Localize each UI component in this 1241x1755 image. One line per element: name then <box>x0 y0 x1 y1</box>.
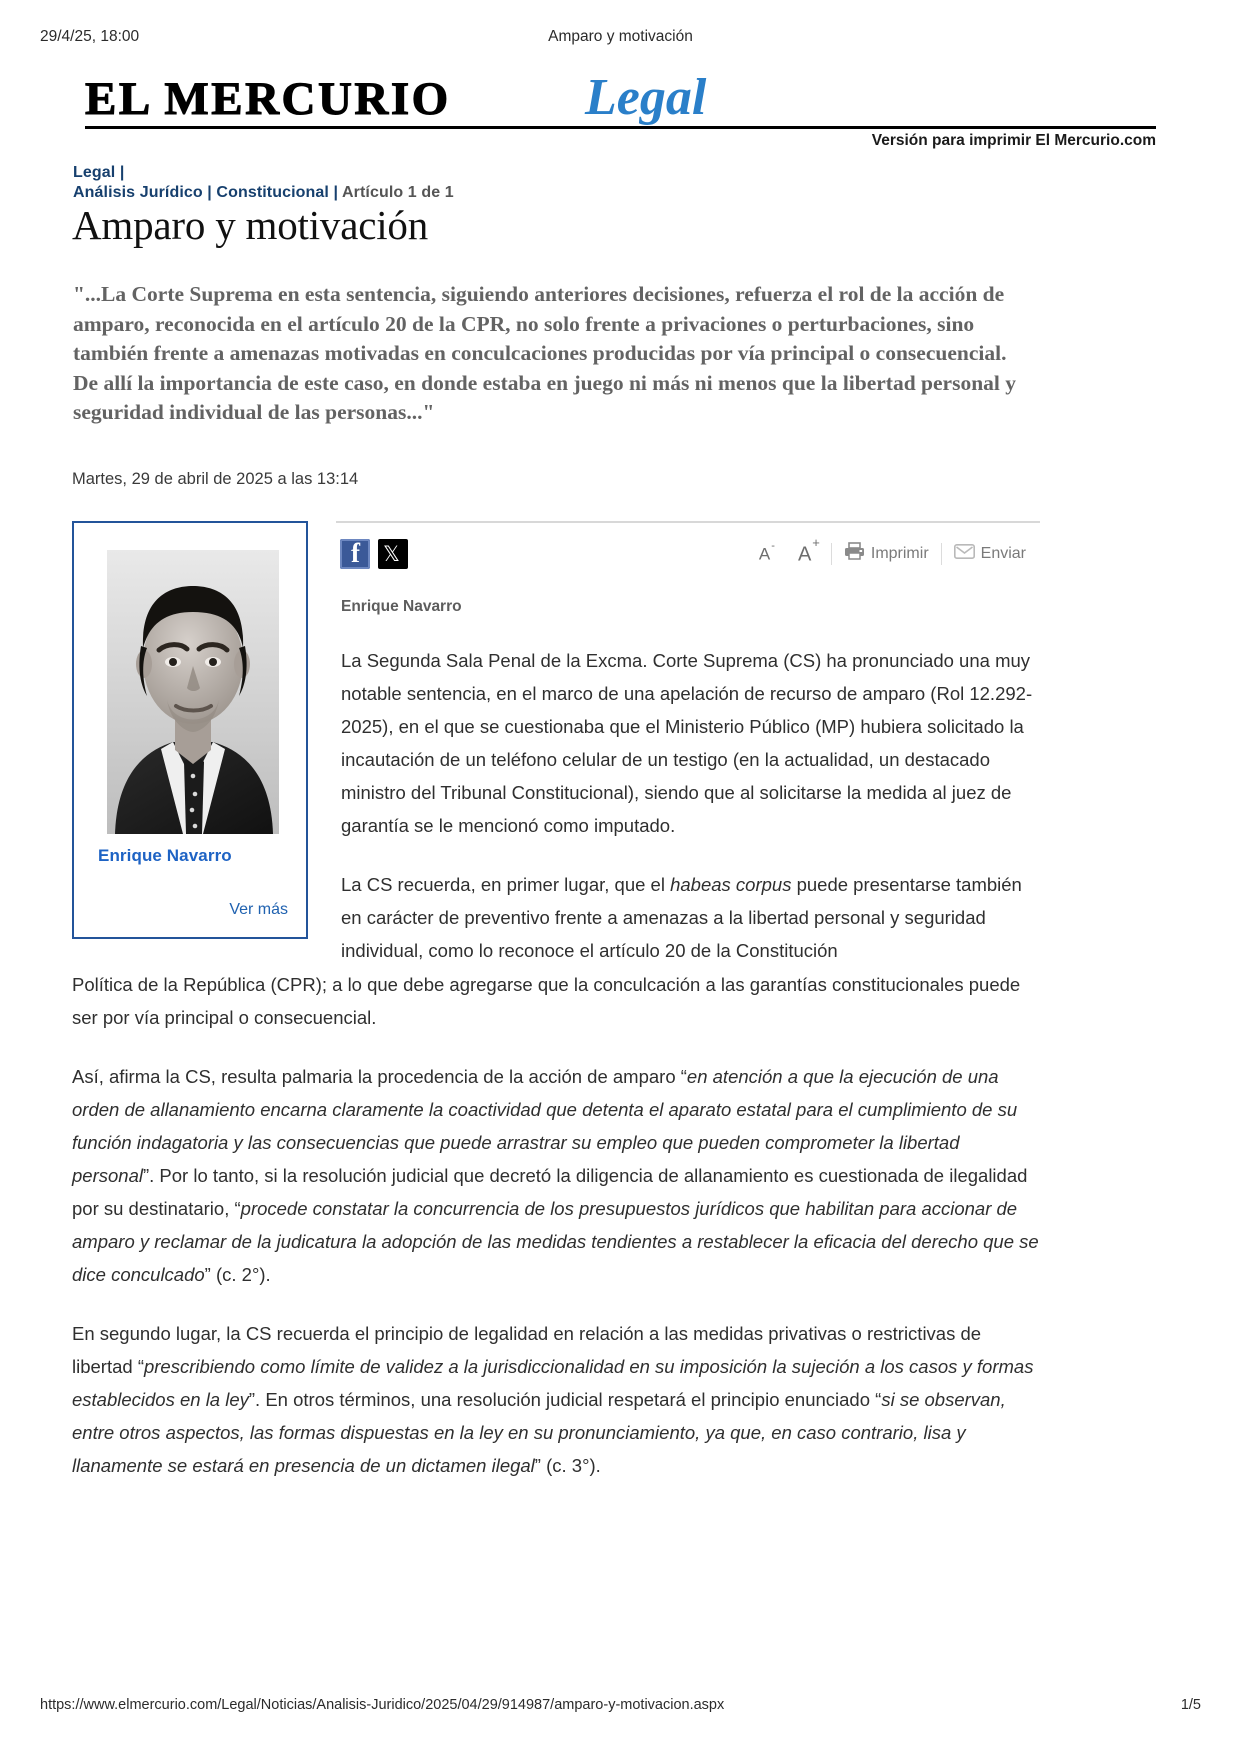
breadcrumb-item-constitucional[interactable]: Constitucional <box>216 184 329 201</box>
print-footer <box>40 1697 1201 1717</box>
print-document-title: Amparo y motivación <box>548 28 693 45</box>
x-twitter-icon[interactable] <box>378 539 408 569</box>
article-body-full <box>72 968 1042 1482</box>
font-decrease-icon: A- <box>758 539 775 564</box>
send-button[interactable] <box>942 540 1038 568</box>
page-number: 1/5 <box>1180 1697 1201 1713</box>
article-lead: "...La Corte Suprema en esta sentencia, siguiendo anteriores decisiones, refuerza el rol de la acción de amparo, reconocida en el artículo 20 de la CPR, no solo frente a privaciones o perturbaciones, sino también frente a amenazas motivadas en conculcaciones producidas por vía principal o consecuencial. De allí la importancia de este caso, en donde estaba en juego ni más ni menos que la libertad personal y seguridad individual de las personas..." <box>73 282 1017 424</box>
paragraph-2-tail: Política de la República (CPR); a lo que debe agregarse que la conculcación a las garantías constitucionales puede ser por vía principal o consecuencial. <box>72 974 1021 1028</box>
breadcrumb-item-legal[interactable]: Legal <box>73 164 116 181</box>
article-dateline: Martes, 29 de abril de 2025 a las 13:14 <box>72 470 359 488</box>
print-label: Imprimir <box>870 544 929 562</box>
share-toolbar <box>336 521 1040 585</box>
paragraph-3 <box>72 1060 1042 1291</box>
send-label: Enviar <box>980 544 1026 562</box>
brand-logo-legal: Legal <box>585 69 707 126</box>
paragraph-2-text-b: puede presentarse también en carácter de preventivo frente a amenazas a la libertad personal y seguridad individual, como lo reconoce el artículo 20 de la Constitución <box>341 874 1022 961</box>
breadcrumb <box>73 163 454 203</box>
decrease-font-button[interactable] <box>747 540 786 569</box>
article-body-column <box>341 644 1041 967</box>
print-timestamp: 29/4/25, 18:00 <box>40 28 140 45</box>
author-photo-image <box>107 550 279 834</box>
printer-icon <box>844 542 865 565</box>
article-counter: Artículo 1 de 1 <box>342 184 454 201</box>
paragraph-2-italic-habeas-corpus: habeas corpus <box>670 874 792 895</box>
paragraph-3-text-b: ”. Por lo tanto, si la resolución judicial que decretó la diligencia de allanamiento es cuestionada de ilegalidad por su destinatario, “ <box>72 1165 1028 1219</box>
paragraph-4-quote-2: si se observan, entre otros aspectos, las formas dispuestas en la ley en su pronunciamiento, ya que, en caso contrario, lisa y llanamente se estará en presencia de un dictamen ilegal <box>72 1389 1006 1476</box>
source-url: https://www.elmercurio.com/Legal/Noticias/Analisis-Juridico/2025/04/29/914987/amparo-y-motivacion.aspx <box>40 1697 725 1713</box>
paragraph-2-text-a: La CS recuerda, en primer lugar, que el <box>341 874 671 895</box>
breadcrumb-separator: | <box>207 184 212 201</box>
author-portrait <box>107 550 279 834</box>
paragraph-4-text-c: ” (c. 3°). <box>534 1455 601 1476</box>
paragraph-3-text-c: ” (c. 2°). <box>204 1264 271 1285</box>
increase-font-button[interactable] <box>786 537 831 571</box>
author-name[interactable]: Enrique Navarro <box>98 846 232 865</box>
article-tools <box>747 537 1038 571</box>
author-card <box>72 521 308 939</box>
article-byline: Enrique Navarro <box>341 598 462 615</box>
paragraph-3-text-a: Así, afirma la CS, resulta palmaria la procedencia de la acción de amparo “ <box>72 1066 687 1087</box>
print-button[interactable] <box>832 538 941 569</box>
paragraph-3-quote-1: en atención a que la ejecución de una orden de allanamiento encarna claramente la coactividad que detenta el aparato estatal para el cumplimiento de su función indagatoria y las consecuencias que puede arrastrar su empleo que pueden comprometer la libertad personal <box>72 1066 1018 1186</box>
breadcrumb-separator: | <box>333 184 339 201</box>
page-title: Amparo y motivación <box>72 202 429 248</box>
paragraph-4-text-a: En segundo lugar, la CS recuerda el principio de legalidad en relación a las medidas privativas o restrictivas de libertad “ <box>72 1323 982 1377</box>
paragraph-4 <box>72 1317 1042 1482</box>
paragraph-2-head <box>341 868 1041 967</box>
print-header <box>40 28 1201 48</box>
masthead-divider <box>85 126 1156 129</box>
breadcrumb-item-analisis-juridico[interactable]: Análisis Jurídico <box>73 184 203 201</box>
paragraph-4-quote-1: prescribiendo como límite de validez a la jurisdiccionalidad en su imposición la sujeción a los casos y formas establecidos en la ley <box>72 1356 1034 1410</box>
breadcrumb-separator: | <box>119 164 125 181</box>
paragraph-3-quote-2: procede constatar la concurrencia de los presupuestos jurídicos que habilitan para accionar de amparo y reclamar de la judicatura la adopción de las medidas tendientes a restablecer la eficacia del derecho que se dice conculcado <box>72 1198 1039 1285</box>
envelope-icon <box>954 544 975 564</box>
paragraph-4-text-b: ”. En otros términos, una resolución judicial respetará el principio enunciado “ <box>248 1389 882 1410</box>
paragraph-1: La Segunda Sala Penal de la Excma. Corte Suprema (CS) ha pronunciado una muy notable sentencia, en el marco de una apelación de recurso de amparo (Rol 12.292-2025), en el que se cuestionaba que el Ministerio Público (MP) hubiera solicitado la incautación de un teléfono celular de un testigo (en la actualidad, un destacado ministro del Tribunal Constitucional), siendo que al solicitarse la medida al juez de garantía se le mencionó como imputado. <box>341 650 1033 836</box>
font-increase-icon: A+ <box>797 535 820 566</box>
print-version-label: Versión para imprimir El Mercurio.com <box>871 132 1156 149</box>
facebook-icon[interactable] <box>340 539 370 569</box>
brand-logo-el-mercurio: EL MERCURIO <box>85 73 451 125</box>
author-see-more-link[interactable]: Ver más <box>229 901 288 918</box>
